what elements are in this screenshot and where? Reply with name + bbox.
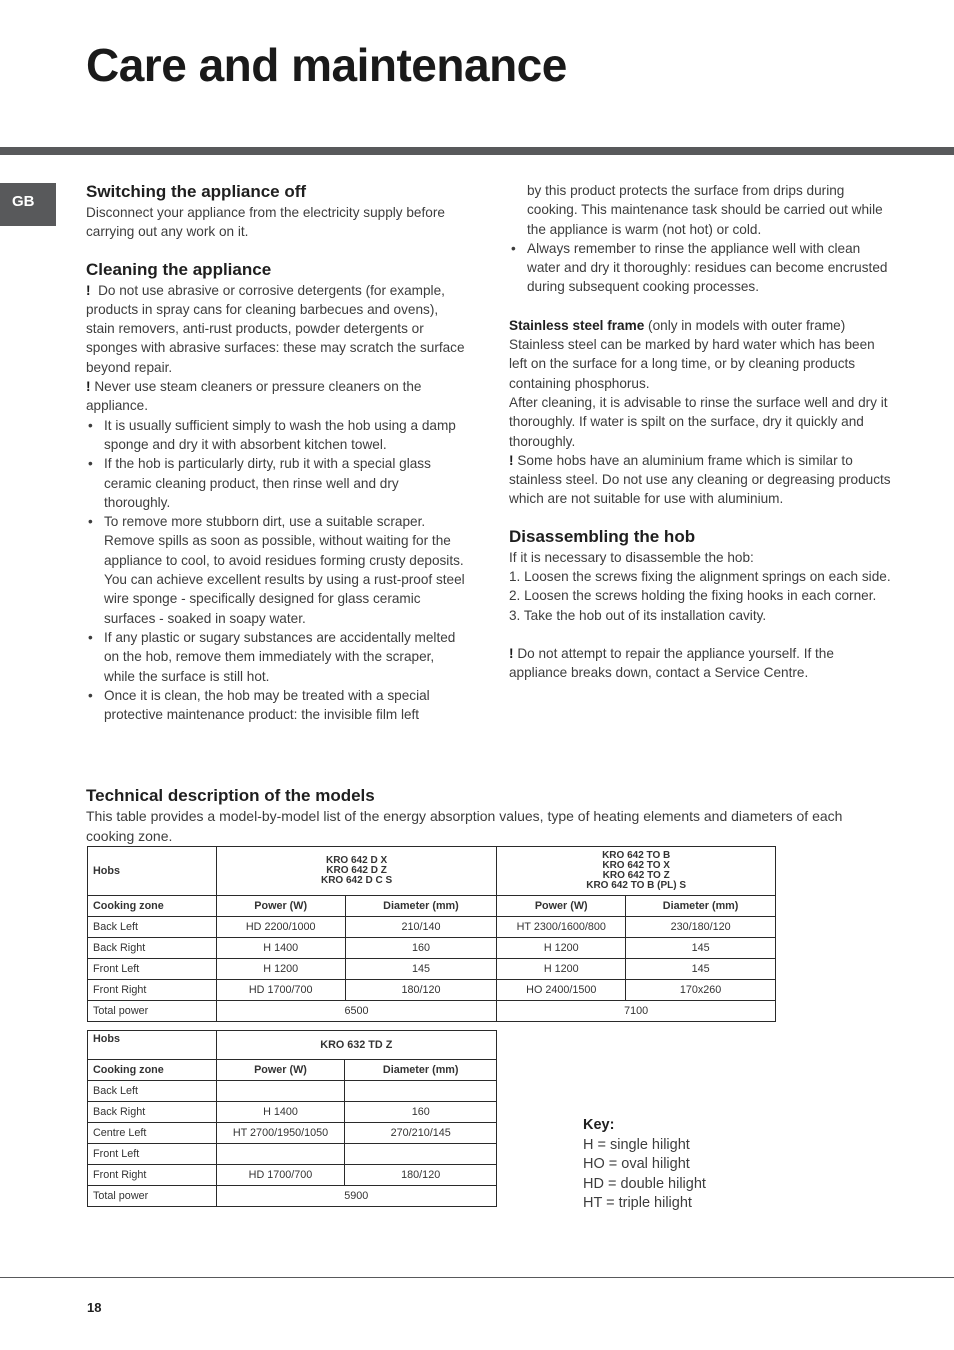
table-header-row: [88, 847, 776, 896]
table-row: [88, 1102, 497, 1123]
language-tab: GB: [0, 183, 56, 226]
power-cell: HT 2700/1950/1050: [216, 1123, 345, 1144]
power-label: Power (W): [497, 896, 626, 917]
table-subheader-row: [88, 896, 776, 917]
technical-section: [86, 785, 886, 846]
zone-cell: Front Left: [88, 959, 217, 980]
model-name: KRO 642 D X: [325, 855, 388, 866]
power-cell: HD 2200/1000: [216, 917, 345, 938]
diameter-label: Diameter (mm): [626, 896, 776, 917]
page-number: 18: [87, 1300, 102, 1315]
list-item: • If any plastic or sugary substances are accidentally melted on the hob, remove them immediately with the scraper, while the surface is still hot.: [86, 628, 468, 686]
total-value: 7100: [497, 1001, 776, 1022]
diameter-cell: 270/210/145: [345, 1123, 497, 1144]
table-row: [88, 980, 776, 1001]
table-row: [88, 917, 776, 938]
list-item: • To remove more stubborn dirt, use a suitable scraper. Remove spills as soon as possible, without waiting for the appliance to cool, to avoid residues forming crusty deposits. You can achieve excellent results by using a rust-proof steel wire sponge - specifically designed for glass ceramic surfaces - soaked in soapy water.: [86, 512, 468, 628]
cleaning-bullet-list: [86, 416, 468, 725]
list-item: • Once it is clean, the hob may be treated with a special protective maintenance product: the invisible film left: [86, 686, 468, 725]
stainless-label-note: (only in models with outer frame): [644, 317, 846, 333]
disassembling-intro: If it is necessary to disassemble the hob:: [509, 549, 754, 565]
zone-cell: Back Right: [88, 938, 217, 959]
warning-mark: !: [509, 645, 514, 661]
diameter-cell: 145: [626, 959, 776, 980]
model-name: KRO 642 TO Z: [602, 870, 670, 881]
warning-mark: !: [86, 282, 91, 298]
table-total-row: [88, 1001, 776, 1022]
zone-cell: Back Left: [88, 1081, 217, 1102]
cleaning-warning-1-text: Do not use abrasive or corrosive detergents (for example, products in spray cans for cleaning barbecues and ovens), stain removers, anti-rust products, powder detergents or sponges with abrasive surfaces: these may scratch the surface beyond repair.: [86, 282, 465, 375]
cooking-zone-label: Cooking zone: [88, 1060, 217, 1081]
total-label: Total power: [88, 1001, 217, 1022]
model-name: KRO 642 D Z: [326, 865, 387, 876]
power-cell: HD 1700/700: [216, 980, 345, 1001]
model-name: KRO 642 D C S: [320, 875, 393, 886]
power-cell: H 1400: [216, 1102, 345, 1123]
power-cell: H 1200: [497, 959, 626, 980]
zone-cell: Back Right: [88, 1102, 217, 1123]
total-value: 6500: [216, 1001, 497, 1022]
list-item: • Always remember to rinse the appliance well with clean water and dry it thoroughly: residues can become encrusted during subsequent cooking processes.: [509, 239, 891, 297]
disassembling-warning-text: Do not attempt to repair the appliance yourself. If the appliance breaks down, contact a Service Centre.: [509, 645, 834, 681]
cleaning-warning-2-text: Never use steam cleaners or pressure cleaners on the appliance.: [86, 379, 422, 414]
model-group-a: [216, 847, 497, 896]
disassembling-step: 2. Loosen the screws holding the fixing hooks in each corner.: [509, 588, 877, 604]
hobs-label: Hobs: [88, 1031, 217, 1060]
power-cell: HO 2400/1500: [497, 980, 626, 1001]
disassembling-step: 3. Take the hob out of its installation cavity.: [509, 607, 767, 623]
diameter-cell: [345, 1081, 497, 1102]
power-label: Power (W): [216, 896, 345, 917]
disassembling-warning: [509, 644, 891, 683]
key-item: H = single hilight: [583, 1136, 690, 1153]
technical-text: This table provides a model-by-model list of the energy absorption values, type of heating elements and diameters of each cooking zone.: [86, 808, 843, 844]
specs-table-2: [87, 1030, 497, 1207]
cleaning-heading: Cleaning the appliance: [86, 259, 272, 279]
power-cell: [216, 1081, 345, 1102]
model-name: KRO 642 TO B: [602, 850, 671, 861]
table-row: [88, 1165, 497, 1186]
warning-mark: !: [509, 452, 514, 468]
stainless-label: Stainless steel frame: [509, 317, 645, 333]
spacer: [509, 297, 891, 316]
page-title: Care and maintenance: [86, 39, 567, 91]
power-cell: HD 1700/700: [216, 1165, 345, 1186]
diameter-cell: 145: [626, 938, 776, 959]
left-column: [86, 181, 468, 724]
table-total-row: [88, 1186, 497, 1207]
diameter-cell: [345, 1144, 497, 1165]
table-row: [88, 959, 776, 980]
power-cell: H 1200: [216, 959, 345, 980]
list-item: • If the hob is particularly dirty, rub it with a special glass ceramic cleaning product, then rinse well and dry thoroughly.: [86, 454, 468, 512]
power-cell: H 1400: [216, 938, 345, 959]
stainless-warning: [509, 451, 891, 509]
diameter-cell: 180/120: [345, 980, 497, 1001]
zone-cell: Centre Left: [88, 1123, 217, 1144]
zone-cell: Front Left: [88, 1144, 217, 1165]
diameter-cell: 160: [345, 938, 497, 959]
model-name: KRO 632 TD Z: [216, 1031, 496, 1060]
legend-key: [583, 1116, 706, 1214]
diameter-cell: 230/180/120: [626, 917, 776, 938]
switching-off-heading: Switching the appliance off: [86, 182, 307, 201]
cleaning-continuation: by this product protects the surface from drips during cooking. This maintenance task should be carried out while the appliance is warm (not hot) or cold.: [527, 183, 883, 237]
key-title: Key:: [583, 1117, 615, 1133]
model-group-b: [497, 847, 776, 896]
specs-table-1: [87, 846, 776, 1022]
power-cell: H 1200: [497, 938, 626, 959]
switching-off-text: Disconnect your appliance from the electricity supply before carrying out any work on it.: [86, 205, 445, 240]
stainless-title-line: [509, 316, 891, 335]
diameter-cell: 170x260: [626, 980, 776, 1001]
cleaning-section: [86, 259, 468, 725]
hobs-label: Hobs: [88, 847, 217, 896]
zone-cell: Back Left: [88, 917, 217, 938]
diameter-cell: 210/140: [345, 917, 497, 938]
technical-heading: Technical description of the models: [86, 786, 375, 805]
footer-divider: [0, 1277, 954, 1278]
cleaning-bullet-list-cont: [509, 239, 891, 297]
model-name: KRO 642 TO X: [602, 860, 670, 871]
table-subheader-row: [88, 1060, 497, 1081]
stainless-warning-text: Some hobs have an aluminium frame which is similar to stainless steel. Do not use any cleaning or degreasing products which are not suitable for use with aluminium.: [509, 452, 891, 507]
table-row: [88, 1144, 497, 1165]
model-name: KRO 642 TO B (PL) S: [586, 880, 687, 891]
table-row: [88, 1081, 497, 1102]
spacer: [509, 625, 891, 644]
stainless-text-1: Stainless steel can be marked by hard water which has been left on the surface for a long time, or by cleaning products containing phosphorus.: [509, 337, 875, 391]
cleaning-warning-2: [86, 377, 468, 416]
list-item: • It is usually sufficient simply to wash the hob using a damp sponge and dry it with absorbent kitchen towel.: [86, 416, 468, 455]
diameter-cell: 160: [345, 1102, 497, 1123]
total-label: Total power: [88, 1186, 217, 1207]
right-column: [509, 181, 891, 683]
diameter-label: Diameter (mm): [345, 1060, 497, 1081]
disassembling-heading: Disassembling the hob: [509, 526, 696, 546]
diameter-label: Diameter (mm): [345, 896, 497, 917]
key-item: HD = double hilight: [583, 1175, 706, 1192]
power-label: Power (W): [216, 1060, 345, 1081]
warning-mark: !: [86, 379, 91, 395]
stainless-section: [509, 316, 891, 509]
table-row: [88, 1123, 497, 1144]
cleaning-warning-1: [86, 281, 468, 377]
diameter-cell: 180/120: [345, 1165, 497, 1186]
stainless-text-2: After cleaning, it is advisable to rinse the surface well and dry it thoroughly. If water is spilt on the surface, dry it quickly and thoroughly.: [509, 394, 888, 449]
key-item: HT = triple hilight: [583, 1195, 692, 1211]
table-row: [88, 938, 776, 959]
power-cell: [216, 1144, 345, 1165]
zone-cell: Front Right: [88, 1165, 217, 1186]
disassembling-section: [509, 526, 891, 683]
key-item: HO = oval hilight: [583, 1156, 690, 1172]
header-divider-bar: [0, 147, 954, 155]
table-header-row: [88, 1031, 497, 1060]
power-cell: HT 2300/1600/800: [497, 917, 626, 938]
zone-cell: Front Right: [88, 980, 217, 1001]
total-value: 5900: [216, 1186, 496, 1207]
disassembling-step: 1. Loosen the screws fixing the alignment springs on each side.: [509, 569, 891, 585]
cooking-zone-label: Cooking zone: [88, 896, 217, 917]
diameter-cell: 145: [345, 959, 497, 980]
switching-off-section: [86, 181, 468, 242]
